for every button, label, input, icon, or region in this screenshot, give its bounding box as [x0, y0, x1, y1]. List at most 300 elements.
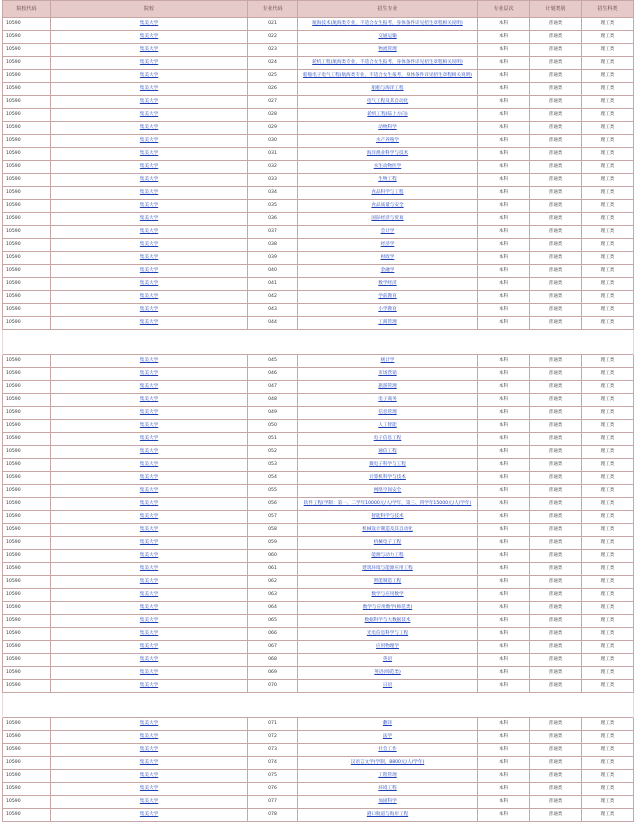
- major-name-cell: [298, 459, 478, 472]
- plan-type-cell: 普通类: [530, 265, 582, 278]
- major-name-cell-link[interactable]: 信息管理: [378, 410, 397, 415]
- major-name-cell: [298, 550, 478, 563]
- level-cell: 本科: [478, 576, 530, 589]
- plan-type-cell: 普通类: [530, 135, 582, 148]
- header-school-code: 院校代码: [3, 1, 51, 18]
- level-cell: 本科: [478, 109, 530, 122]
- plan-type-cell: 普通类: [530, 122, 582, 135]
- major-code-cell: 065: [248, 615, 298, 628]
- table-row: [3, 109, 634, 122]
- plan-type-cell: 普通类: [530, 252, 582, 265]
- major-name-cell-link[interactable]: 英语: [382, 657, 393, 662]
- category-cell: 理工类: [582, 381, 634, 394]
- major-name-cell-link[interactable]: 水生动物医学: [373, 164, 402, 169]
- level-cell: 本科: [478, 96, 530, 109]
- table-row: [3, 278, 634, 291]
- major-name-cell: [298, 446, 478, 459]
- school-name-cell-link[interactable]: 集美大学: [139, 721, 159, 726]
- category-cell: 理工类: [582, 109, 634, 122]
- major-code-cell: 024: [248, 57, 298, 70]
- major-name-cell-link[interactable]: 汉语言文学(学制，8800元/人/学年): [350, 760, 425, 765]
- table-row: [3, 485, 634, 498]
- header-major: 招生专业: [298, 1, 478, 18]
- plan-type-cell: 普通类: [530, 433, 582, 446]
- category-cell: 理工类: [582, 304, 634, 317]
- major-name-cell-link[interactable]: 财政学: [380, 255, 395, 260]
- major-code-cell: 022: [248, 31, 298, 44]
- school-name-cell-link[interactable]: 集美大学: [139, 475, 159, 480]
- school-name-cell-link[interactable]: 集美大学: [139, 527, 159, 532]
- major-name-cell: [298, 796, 478, 809]
- level-cell: 本科: [478, 796, 530, 809]
- major-code-cell: 072: [248, 731, 298, 744]
- plan-type-cell: 普通类: [530, 654, 582, 667]
- major-name-cell-link[interactable]: 国际经济与贸易: [371, 216, 404, 221]
- table-row: [3, 770, 634, 783]
- school-name-cell-link[interactable]: 集美大学: [139, 164, 159, 169]
- school-name-cell-link[interactable]: 集美大学: [139, 436, 159, 441]
- school-name-cell-link[interactable]: 集美大学: [139, 734, 159, 739]
- header-level: 专业层次: [478, 1, 530, 18]
- major-name-cell: [298, 96, 478, 109]
- school-code-cell: 10590: [3, 757, 51, 770]
- major-name-cell-link[interactable]: 小学教育: [378, 307, 397, 312]
- major-name-cell-link[interactable]: 网络空间安全: [373, 488, 402, 493]
- table-row: [3, 355, 634, 368]
- major-name-cell-link[interactable]: 社会工作: [378, 747, 397, 752]
- school-name-cell: [51, 537, 248, 550]
- school-name-cell-link[interactable]: 集美大学: [139, 618, 159, 623]
- major-name-cell-link[interactable]: 食品质量与安全: [371, 203, 404, 208]
- level-cell: 本科: [478, 57, 530, 70]
- major-name-cell-link[interactable]: 船舶与海洋工程: [371, 86, 404, 91]
- school-name-cell-link[interactable]: 集美大学: [139, 670, 159, 675]
- category-cell: 理工类: [582, 148, 634, 161]
- major-name-cell-link[interactable]: 生物工程: [378, 177, 397, 182]
- level-cell: 本科: [478, 511, 530, 524]
- school-name-cell: [51, 718, 248, 731]
- major-code-cell: 057: [248, 511, 298, 524]
- table-header-row: [3, 1, 634, 18]
- category-cell: 理工类: [582, 563, 634, 576]
- school-name-cell-link[interactable]: 集美大学: [139, 307, 159, 312]
- major-name-cell-link[interactable]: 数学与应用数学(师范类): [362, 605, 413, 610]
- category-cell: 理工类: [582, 70, 634, 83]
- major-name-cell: [298, 200, 478, 213]
- major-name-cell-link[interactable]: 能源与动力工程: [371, 553, 404, 558]
- school-code-cell: 10590: [3, 589, 51, 602]
- table-row: [3, 252, 634, 265]
- school-name-cell-link[interactable]: 集美大学: [139, 268, 159, 273]
- school-name-cell-link[interactable]: 集美大学: [139, 138, 159, 143]
- school-name-cell: [51, 420, 248, 433]
- level-cell: 本科: [478, 291, 530, 304]
- school-name-cell: [51, 317, 248, 330]
- school-code-cell: 10590: [3, 537, 51, 550]
- school-name-cell-link[interactable]: 集美大学: [139, 242, 159, 247]
- table-row: [3, 304, 634, 317]
- school-code-cell: 10590: [3, 122, 51, 135]
- school-code-cell: 10590: [3, 615, 51, 628]
- school-code-cell: 10590: [3, 809, 51, 822]
- school-name-cell: [51, 770, 248, 783]
- major-code-cell: 050: [248, 420, 298, 433]
- major-name-cell-link[interactable]: 电子信息工程: [373, 436, 402, 441]
- school-code-cell: 10590: [3, 200, 51, 213]
- school-name-cell-link[interactable]: 集美大学: [139, 21, 159, 26]
- major-name-cell-link[interactable]: 动物科学: [378, 125, 397, 130]
- school-name-cell-link[interactable]: 集美大学: [139, 151, 159, 156]
- school-name-cell-link[interactable]: 集美大学: [139, 216, 159, 221]
- school-name-cell: [51, 368, 248, 381]
- major-name-cell: [298, 381, 478, 394]
- plan-type-cell: 普通类: [530, 770, 582, 783]
- school-name-cell: [51, 667, 248, 680]
- level-cell: 本科: [478, 407, 530, 420]
- school-code-cell: 10590: [3, 355, 51, 368]
- category-cell: 理工类: [582, 291, 634, 304]
- category-cell: 理工类: [582, 667, 634, 680]
- major-name-cell-link[interactable]: 加固科学: [378, 799, 397, 804]
- school-code-cell: 10590: [3, 239, 51, 252]
- school-name-cell-link[interactable]: 集美大学: [139, 410, 159, 415]
- table-row: [3, 589, 634, 602]
- major-name-cell: [298, 615, 478, 628]
- school-name-cell-link[interactable]: 集美大学: [139, 86, 159, 91]
- school-name-cell-link[interactable]: 集美大学: [139, 644, 159, 649]
- table-row: [3, 602, 634, 615]
- header-plan-type: 计划类别: [530, 1, 582, 18]
- school-name-cell-link[interactable]: 集美大学: [139, 397, 159, 402]
- major-name-cell-link[interactable]: 人工智能: [378, 423, 397, 428]
- major-name-cell-link[interactable]: 法学: [382, 734, 393, 739]
- major-name-cell-link[interactable]: 工商管理: [378, 320, 397, 325]
- major-name-cell-link[interactable]: 统计学: [380, 358, 395, 363]
- major-name-cell: [298, 161, 478, 174]
- major-code-cell: 026: [248, 83, 298, 96]
- table-row: [3, 731, 634, 744]
- school-name-cell-link[interactable]: 集美大学: [139, 294, 159, 299]
- school-name-cell-link[interactable]: 集美大学: [139, 60, 159, 65]
- major-name-cell-link[interactable]: 机械电子工程: [373, 540, 402, 545]
- school-name-cell-link[interactable]: 集美大学: [139, 514, 159, 519]
- level-cell: 本科: [478, 459, 530, 472]
- school-code-cell: 10590: [3, 31, 51, 44]
- major-code-cell: 068: [248, 654, 298, 667]
- school-code-cell: 10590: [3, 485, 51, 498]
- school-name-cell: [51, 161, 248, 174]
- plan-type-cell: 普通类: [530, 174, 582, 187]
- school-name-cell-link[interactable]: 集美大学: [139, 177, 159, 182]
- school-name-cell: [51, 381, 248, 394]
- school-name-cell: [51, 563, 248, 576]
- category-cell: 理工类: [582, 226, 634, 239]
- major-name-cell-link[interactable]: 学前教育: [378, 294, 397, 299]
- table-row: [3, 83, 634, 96]
- category-cell: 理工类: [582, 57, 634, 70]
- school-name-cell-link[interactable]: 集美大学: [139, 605, 159, 610]
- school-name-cell-link[interactable]: 集美大学: [139, 229, 159, 234]
- category-cell: 理工类: [582, 770, 634, 783]
- major-name-cell: [298, 57, 478, 70]
- school-code-cell: 10590: [3, 44, 51, 57]
- major-name-cell: [298, 511, 478, 524]
- school-name-cell: [51, 680, 248, 693]
- level-cell: 本科: [478, 654, 530, 667]
- major-name-cell-link[interactable]: 建筑环境与能源应用工程: [362, 566, 413, 571]
- major-name-cell: [298, 31, 478, 44]
- major-name-cell-link[interactable]: 光电信息科学与工程: [366, 631, 409, 636]
- plan-type-cell: 普通类: [530, 550, 582, 563]
- plan-type-cell: 普通类: [530, 731, 582, 744]
- major-code-cell: 027: [248, 96, 298, 109]
- school-name-cell-link[interactable]: 集美大学: [139, 358, 159, 363]
- category-cell: 理工类: [582, 18, 634, 31]
- major-name-cell-link[interactable]: 通信工程: [378, 449, 397, 454]
- level-cell: 本科: [478, 550, 530, 563]
- major-name-cell: [298, 537, 478, 550]
- major-code-cell: 046: [248, 368, 298, 381]
- major-code-cell: 038: [248, 239, 298, 252]
- plan-type-cell: 普通类: [530, 589, 582, 602]
- school-name-cell-link[interactable]: 集美大学: [139, 371, 159, 376]
- major-name-cell: [298, 355, 478, 368]
- major-name-cell: [298, 213, 478, 226]
- table-row: [3, 615, 634, 628]
- school-code-cell: 10590: [3, 278, 51, 291]
- school-name-cell-link[interactable]: 集美大学: [139, 657, 159, 662]
- school-name-cell: [51, 783, 248, 796]
- plan-type-cell: 普通类: [530, 31, 582, 44]
- school-name-cell: [51, 550, 248, 563]
- school-code-cell: 10590: [3, 317, 51, 330]
- school-name-cell: [51, 355, 248, 368]
- school-name-cell: [51, 148, 248, 161]
- school-name-cell-link[interactable]: 集美大学: [139, 320, 159, 325]
- major-name-cell-link[interactable]: 数学与应用数学: [371, 592, 404, 597]
- school-name-cell-link[interactable]: 集美大学: [139, 112, 159, 117]
- category-cell: 理工类: [582, 576, 634, 589]
- table-row: [3, 563, 634, 576]
- plan-type-cell: 普通类: [530, 563, 582, 576]
- major-name-cell-link[interactable]: 数学经济: [378, 281, 397, 286]
- school-name-cell-link[interactable]: 集美大学: [139, 488, 159, 493]
- major-name-cell-link[interactable]: 软件工程(学制：第一、二学年10000元/人/学年，第三、四学年15000元/人/学年): [303, 501, 472, 506]
- school-name-cell: [51, 615, 248, 628]
- category-cell: 理工类: [582, 744, 634, 757]
- school-name-cell-link[interactable]: 集美大学: [139, 125, 159, 130]
- major-code-cell: 048: [248, 394, 298, 407]
- school-name-cell-link[interactable]: 集美大学: [139, 540, 159, 545]
- school-name-cell: [51, 213, 248, 226]
- level-cell: 本科: [478, 44, 530, 57]
- school-code-cell: 10590: [3, 563, 51, 576]
- school-name-cell-link[interactable]: 集美大学: [139, 579, 159, 584]
- level-cell: 本科: [478, 537, 530, 550]
- major-name-cell-link[interactable]: 海洋渔业科学与技术: [366, 151, 409, 156]
- table-row: [3, 57, 634, 70]
- category-cell: 理工类: [582, 83, 634, 96]
- school-name-cell-link[interactable]: 集美大学: [139, 203, 159, 208]
- major-name-cell-link[interactable]: 水产养殖学: [376, 138, 399, 143]
- major-code-cell: 021: [248, 18, 298, 31]
- school-code-cell: 10590: [3, 226, 51, 239]
- table-row: [3, 576, 634, 589]
- major-name-cell: [298, 420, 478, 433]
- level-cell: 本科: [478, 304, 530, 317]
- major-name-cell: [298, 576, 478, 589]
- major-name-cell-link[interactable]: 航海技术(航海类专业，不适合女生报考，身体条件详见招生章程相关说明): [312, 21, 463, 26]
- school-code-cell: 10590: [3, 161, 51, 174]
- school-name-cell: [51, 485, 248, 498]
- category-cell: 理工类: [582, 317, 634, 330]
- school-name-cell: [51, 304, 248, 317]
- school-name-cell-link[interactable]: 集美大学: [139, 786, 159, 791]
- major-name-cell: [298, 252, 478, 265]
- table-row: [3, 718, 634, 731]
- school-name-cell: [51, 278, 248, 291]
- school-name-cell-link[interactable]: 集美大学: [139, 99, 159, 104]
- plan-type-cell: 普通类: [530, 744, 582, 757]
- category-cell: 理工类: [582, 265, 634, 278]
- major-name-cell-link[interactable]: 日语: [382, 683, 393, 688]
- school-name-cell-link[interactable]: 集美大学: [139, 683, 159, 688]
- major-name-cell-link[interactable]: 数据科学与大数据技术: [364, 618, 411, 623]
- school-name-cell-link[interactable]: 集美大学: [139, 34, 159, 39]
- category-cell: 理工类: [582, 44, 634, 57]
- school-name-cell-link[interactable]: 集美大学: [139, 799, 159, 804]
- school-name-cell-link[interactable]: 集美大学: [139, 747, 159, 752]
- major-name-cell-link[interactable]: 微电子科学与工程: [369, 462, 406, 467]
- table-row: [3, 796, 634, 809]
- major-name-cell-link[interactable]: 电气工程及其自动化: [366, 99, 409, 104]
- major-code-cell: 063: [248, 589, 298, 602]
- major-name-cell-link[interactable]: 港口航道与海岸工程: [366, 812, 409, 817]
- school-name-cell: [51, 407, 248, 420]
- major-name-cell: [298, 667, 478, 680]
- school-name-cell: [51, 109, 248, 122]
- plan-type-cell: 普通类: [530, 83, 582, 96]
- major-name-cell-link[interactable]: 电子商务: [378, 397, 397, 402]
- major-name-cell-link[interactable]: 环境工程: [378, 786, 397, 791]
- major-name-cell-link[interactable]: 会计学: [380, 229, 395, 234]
- school-name-cell: [51, 433, 248, 446]
- school-name-cell-link[interactable]: 集美大学: [139, 462, 159, 467]
- plan-type-cell: 普通类: [530, 355, 582, 368]
- school-name-cell-link[interactable]: 集美大学: [139, 47, 159, 52]
- level-cell: 本科: [478, 187, 530, 200]
- category-cell: 理工类: [582, 368, 634, 381]
- major-name-cell-link[interactable]: 工程管理: [378, 773, 397, 778]
- school-name-cell-link[interactable]: 集美大学: [139, 73, 159, 78]
- school-name-cell-link[interactable]: 集美大学: [139, 501, 159, 506]
- major-name-cell: [298, 135, 478, 148]
- level-cell: 本科: [478, 446, 530, 459]
- school-name-cell-link[interactable]: 集美大学: [139, 281, 159, 286]
- major-name-cell-link[interactable]: 食品科学与工程: [371, 190, 404, 195]
- school-code-cell: 10590: [3, 680, 51, 693]
- table-row: [3, 174, 634, 187]
- table-row: [3, 291, 634, 304]
- plan-type-cell: 普通类: [530, 796, 582, 809]
- table-body: [3, 18, 634, 822]
- school-name-cell-link[interactable]: 集美大学: [139, 812, 159, 817]
- major-name-cell-link[interactable]: 轮机工程(陆上方向): [367, 112, 408, 117]
- major-code-cell: 045: [248, 355, 298, 368]
- school-code-cell: 10590: [3, 187, 51, 200]
- category-cell: 理工类: [582, 407, 634, 420]
- school-name-cell-link[interactable]: 集美大学: [139, 190, 159, 195]
- major-name-cell-link[interactable]: 英语(师范类): [374, 670, 401, 675]
- school-name-cell-link[interactable]: 集美大学: [139, 423, 159, 428]
- major-code-cell: 060: [248, 550, 298, 563]
- level-cell: 本科: [478, 317, 530, 330]
- school-name-cell: [51, 446, 248, 459]
- category-cell: 理工类: [582, 731, 634, 744]
- major-name-cell-link[interactable]: 翻译: [382, 721, 393, 726]
- major-name-cell-link[interactable]: 计算机科学与技术: [369, 475, 406, 480]
- table-row: [3, 96, 634, 109]
- major-name-cell-link[interactable]: 金融学: [380, 268, 395, 273]
- level-cell: 本科: [478, 472, 530, 485]
- major-name-cell-link[interactable]: 船舶电子电气工程(航海类专业，不适合女生报考，身体条件详见招生章程相关说明): [303, 73, 472, 78]
- major-name-cell-link[interactable]: 旅游管理: [378, 384, 397, 389]
- major-name-cell: [298, 187, 478, 200]
- major-code-cell: 070: [248, 680, 298, 693]
- level-cell: 本科: [478, 628, 530, 641]
- major-name-cell-link[interactable]: 市场营销: [378, 371, 397, 376]
- major-name-cell-link[interactable]: 应用物理学: [376, 644, 399, 649]
- major-name-cell-link[interactable]: 智能制造工程: [373, 579, 402, 584]
- major-code-cell: 036: [248, 213, 298, 226]
- school-name-cell-link[interactable]: 集美大学: [139, 449, 159, 454]
- header-major-code: 专业代码: [248, 1, 298, 18]
- school-name-cell-link[interactable]: 集美大学: [139, 592, 159, 597]
- major-name-cell-link[interactable]: 交通运输: [378, 34, 397, 39]
- school-name-cell: [51, 576, 248, 589]
- plan-type-cell: 普通类: [530, 537, 582, 550]
- major-name-cell: [298, 485, 478, 498]
- major-name-cell: [298, 472, 478, 485]
- major-name-cell-link[interactable]: 经济学: [380, 242, 395, 247]
- table-row: [3, 446, 634, 459]
- table-row: [3, 783, 634, 796]
- school-name-cell-link[interactable]: 集美大学: [139, 566, 159, 571]
- major-name-cell: [298, 498, 478, 511]
- school-name-cell-link[interactable]: 集美大学: [139, 631, 159, 636]
- major-name-cell-link[interactable]: 轮机工程(航海类专业，不适合女生报考，身体条件详见招生章程相关说明): [312, 60, 463, 65]
- school-code-cell: 10590: [3, 524, 51, 537]
- major-name-cell-link[interactable]: 智能科学与技术: [371, 514, 404, 519]
- major-name-cell-link[interactable]: 物流管理: [378, 47, 397, 52]
- category-cell: 理工类: [582, 472, 634, 485]
- major-name-cell-link[interactable]: 机械设计制造及其自动化: [362, 527, 413, 532]
- school-name-cell: [51, 187, 248, 200]
- school-name-cell: [51, 796, 248, 809]
- school-code-cell: 10590: [3, 265, 51, 278]
- level-cell: 本科: [478, 226, 530, 239]
- table-row: [3, 641, 634, 654]
- major-name-cell: [298, 563, 478, 576]
- section-gap: [3, 693, 634, 706]
- plan-type-cell: 普通类: [530, 161, 582, 174]
- school-name-cell-link[interactable]: 集美大学: [139, 760, 159, 765]
- school-name-cell-link[interactable]: 集美大学: [139, 255, 159, 260]
- table-row: [3, 667, 634, 680]
- school-name-cell-link[interactable]: 集美大学: [139, 384, 159, 389]
- school-name-cell-link[interactable]: 集美大学: [139, 773, 159, 778]
- school-name-cell-link[interactable]: 集美大学: [139, 553, 159, 558]
